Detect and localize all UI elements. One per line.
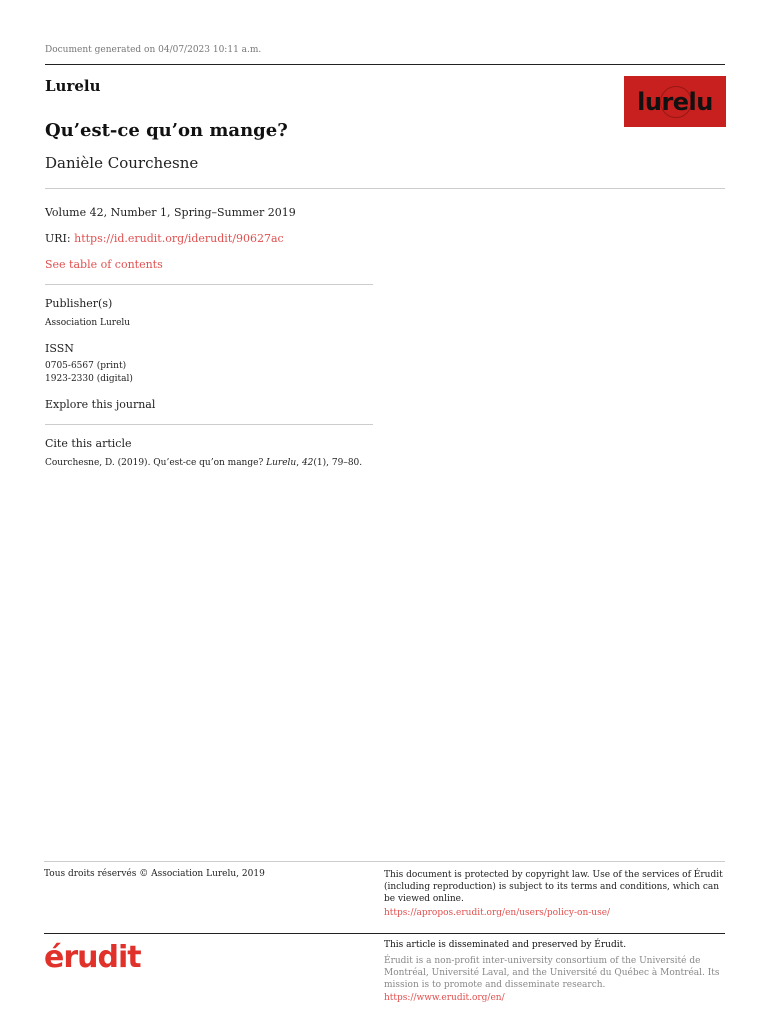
erudit-logo: érudit: [44, 940, 141, 975]
issn-label: ISSN: [45, 342, 74, 355]
generated-date: Document generated on 04/07/2023 10:11 a.m.: [45, 45, 262, 55]
volume-info: Volume 42, Number 1, Spring–Summer 2019: [45, 206, 296, 219]
issn-digital: 1923-2330 (digital): [45, 374, 133, 384]
divider: [45, 424, 373, 425]
publisher-label: Publisher(s): [45, 297, 113, 310]
uri-link[interactable]: https://id.erudit.org/iderudit/90627ac: [74, 232, 284, 245]
article-title: Qu’est-ce qu’on mange?: [45, 120, 288, 141]
uri-label: URI:: [45, 232, 71, 245]
policy-link[interactable]: https://apropos.erudit.org/en/users/policy-on-use/: [384, 908, 611, 918]
logo-text: lurelu: [637, 87, 713, 116]
article-author: Danièle Courchesne: [45, 154, 199, 172]
top-divider: [45, 64, 725, 65]
erudit-mission: Érudit is a non-profit inter-university consortium of the Université de Montréal, Université Laval, and the Université du Québec à Montréal. Its mission is to promote and disseminate research.: [384, 956, 720, 990]
citation-prefix: Courchesne, D. (2019). Qu’est-ce qu’on mange?: [45, 458, 267, 468]
cite-label: Cite this article: [45, 437, 132, 450]
footer-divider: [44, 861, 725, 862]
citation-suffix: (1), 79–80.: [313, 458, 363, 468]
citation-comma: ,: [296, 458, 302, 468]
table-of-contents-link[interactable]: See table of contents: [45, 258, 163, 271]
disseminated-notice: This article is disseminated and preserved by Érudit.: [384, 940, 627, 950]
rights-statement: Tous droits réservés © Association Lurelu, 2019: [44, 869, 265, 879]
divider: [45, 284, 373, 285]
journal-name: Lurelu: [45, 77, 101, 95]
footer-divider-dark: [44, 933, 725, 934]
lurelu-logo: [624, 76, 726, 127]
section-divider: [45, 188, 725, 189]
copyright-notice: This document is protected by copyright law. Use of the services of Érudit (including reproduction) is subject to its terms and conditions, which can be viewed online.: [384, 870, 723, 904]
explore-journal-link[interactable]: Explore this journal: [45, 398, 156, 411]
erudit-website-link[interactable]: https://www.erudit.org/en/: [384, 993, 505, 1003]
publisher-name: Association Lurelu: [45, 318, 131, 328]
citation: [45, 458, 362, 468]
uri-row: [45, 232, 284, 245]
logo-ring-icon: [660, 86, 692, 118]
citation-journal: Lurelu: [266, 458, 297, 468]
issn-print: 0705-6567 (print): [45, 361, 127, 371]
citation-volume: 42: [301, 458, 314, 468]
